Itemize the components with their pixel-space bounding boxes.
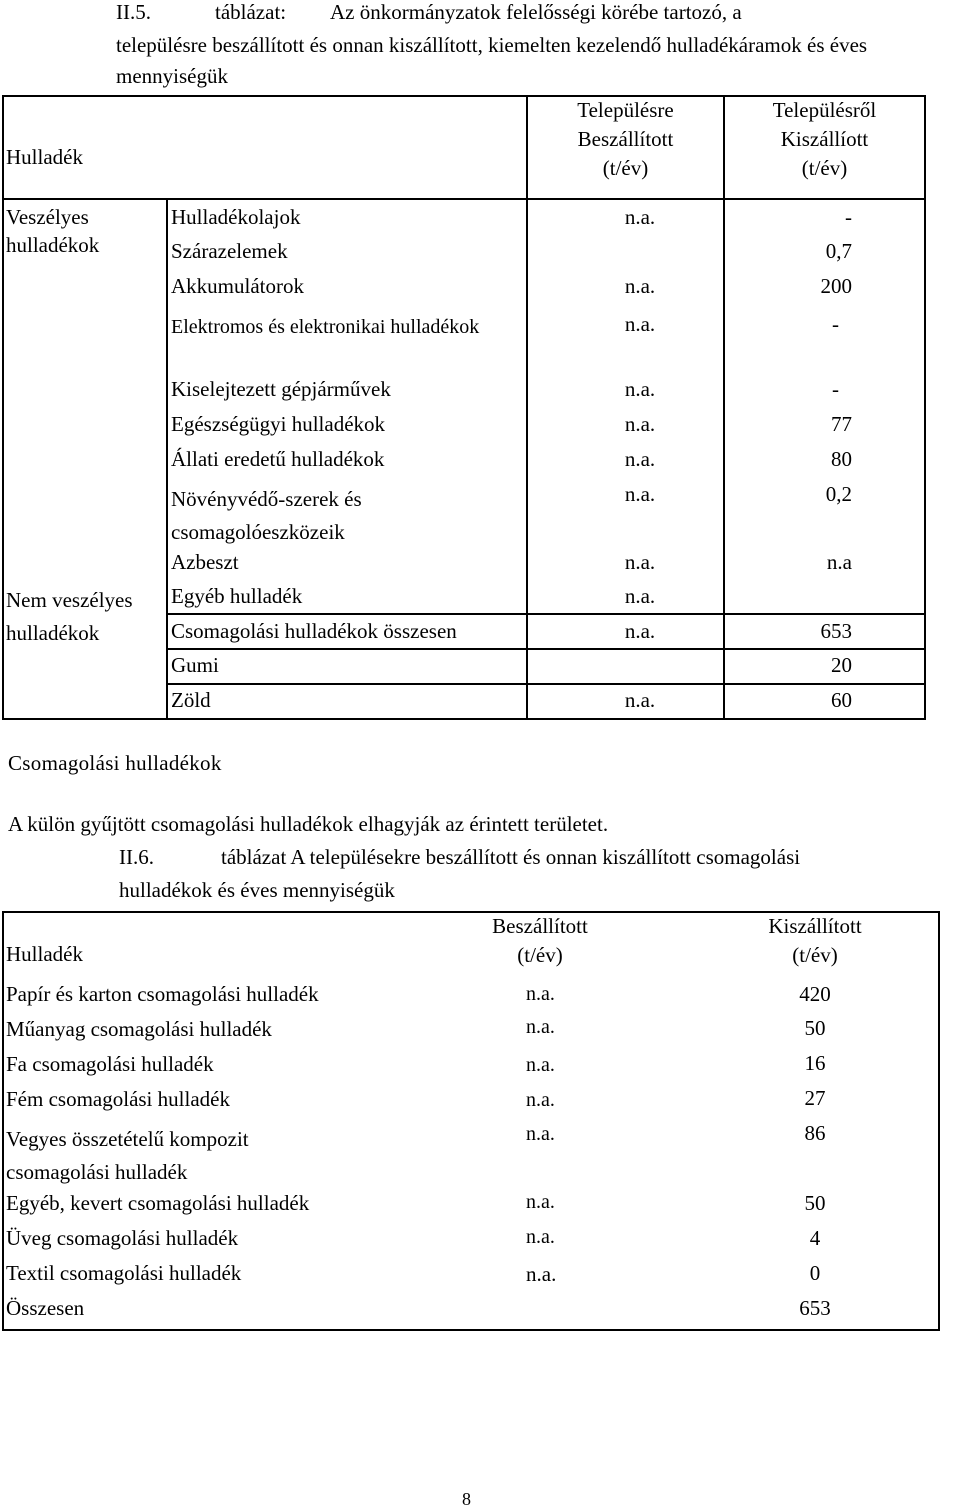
table-caption-line: településre beszállított és onnan kiszállított, kiemelten kezelendő hulladékáramok és éves [116,33,868,57]
column-header-delivered-in: Településre Beszállított (t/év) [577,98,674,180]
row-value-in: n.a. [624,377,656,401]
group-label-hazardous: hulladékok [6,233,100,257]
row-label: Műanyag csomagolási hulladék [6,1017,272,1041]
row-label: Akkumulátorok [171,274,304,298]
row-value-out: 27 [804,1086,826,1110]
column-header-waste: Hulladék [6,145,83,169]
table-border [924,95,926,720]
row-value-in: n.a. [624,619,656,643]
row-value-in: n.a. [624,205,656,229]
row-value-out: 200 [820,274,852,298]
row-label: Egészségügyi hulladékok [171,412,386,436]
table-caption-line: mennyiségük [116,64,228,88]
row-label-cont: csomagolási hulladék [6,1160,188,1184]
table-caption-line: táblázat: [215,0,287,24]
row-label: Kiselejtezett gépjárművek [171,377,391,401]
row-value-in: n.a. [624,688,656,712]
row-label: Egyéb, kevert csomagolási hulladék [6,1191,310,1215]
table-border [2,911,4,1331]
row-value-in: n.a. [526,1054,555,1076]
row-value-in: n.a. [624,550,656,574]
row-label: Állati eredetű hulladékok [171,447,385,471]
row-value-in: n.a. [526,983,555,1005]
table-border [166,613,926,615]
column-header-delivered-out: Településről Kiszállíott (t/év) [772,98,877,180]
row-value-out: 4 [809,1226,821,1250]
row-value-out: 86 [804,1121,826,1145]
table-border [723,95,725,720]
row-label: Szárazelemek [171,239,288,263]
row-label: Fa csomagolási hulladék [6,1052,214,1076]
row-value-out: n.a [826,550,852,574]
row-label: Csomagolási hulladékok összesen [171,619,457,643]
row-value-out: - [845,205,852,229]
row-value-in: n.a. [526,1016,555,1038]
row-value-out: - [832,377,839,401]
table-caption-line: Az önkormányzatok felelősségi körébe tartozó, a [330,0,742,24]
row-value-in: n.a. [624,584,656,608]
row-label: Hulladékolajok [171,205,301,229]
table-border [166,648,926,650]
row-value-in: n.a. [526,1089,555,1111]
table-border [166,198,168,720]
table-border [2,198,926,200]
row-label: Üveg csomagolási hulladék [6,1226,239,1250]
table-border [166,683,926,685]
row-value-in: n.a. [624,274,656,298]
row-label: Zöld [171,688,211,712]
column-header-waste: Hulladék [6,942,83,966]
row-label: Gumi [171,653,219,677]
row-label: Papír és karton csomagolási hulladék [6,982,319,1006]
row-label: Fém csomagolási hulladék [6,1087,230,1111]
row-value-out: 50 [804,1191,826,1215]
row-value-in: n.a. [624,447,656,471]
row-label: Azbeszt [171,550,239,574]
row-value-out: 0,7 [825,239,852,263]
row-value-out: 16 [804,1051,826,1075]
section-heading: Csomagolási hulladékok [8,751,222,775]
table-number: II.5. [116,0,151,24]
row-label: Egyéb hulladék [171,584,303,608]
row-value-in: n.a. [526,1262,557,1286]
row-value-out: 653 [820,619,852,643]
group-label-hazardous: Veszélyes [6,205,89,229]
row-value-out: 80 [831,447,852,471]
table-caption-line: hulladékok és éves mennyiségük [119,878,395,902]
table-border [526,95,528,720]
row-label: Növényvédő-szerek és [171,487,362,511]
group-label-nonhazardous: hulladékok [6,621,100,645]
row-value-out: 20 [831,653,852,677]
row-value-out: - [832,312,839,336]
row-value-in: n.a. [526,1226,555,1248]
paragraph: A külön gyűjtött csomagolási hulladékok elhagyják az érintett területet. [8,812,609,836]
row-label: Vegyes összetételű kompozit [6,1127,249,1151]
row-value-out: 0,2 [825,482,852,506]
row-value-in: n.a. [624,412,656,436]
row-value-out: 77 [831,412,852,436]
row-value-out: 653 [799,1296,831,1320]
table-border [2,95,4,720]
row-value-out: 50 [804,1016,826,1040]
table-number: II.6. [119,845,154,869]
row-value-in: n.a. [526,1191,555,1213]
row-value-out: 60 [831,688,852,712]
table-border [2,1329,940,1331]
row-value-out: 0 [809,1261,821,1285]
group-label-nonhazardous: Nem veszélyes [6,588,133,612]
table-border [2,718,926,720]
column-header-delivered-in: Beszállított (t/év) [492,914,588,967]
row-value-in: n.a. [624,312,656,336]
table-border [938,911,940,1331]
row-value-out: 420 [799,982,831,1006]
row-value-in: n.a. [624,482,656,506]
row-label-cont: csomagolóeszközeik [171,520,345,544]
table-caption-line: táblázat A településekre beszállított és onnan kiszállított csomagolási [221,845,801,869]
page-number: 8 [462,1489,471,1509]
row-value-in: n.a. [526,1123,555,1145]
column-header-delivered-out: Kiszállított (t/év) [768,914,862,967]
row-label: Textil csomagolási hulladék [6,1261,242,1285]
row-label: Összesen [6,1296,85,1320]
row-label: Elektromos és elektronikai hulladékok [171,316,480,338]
